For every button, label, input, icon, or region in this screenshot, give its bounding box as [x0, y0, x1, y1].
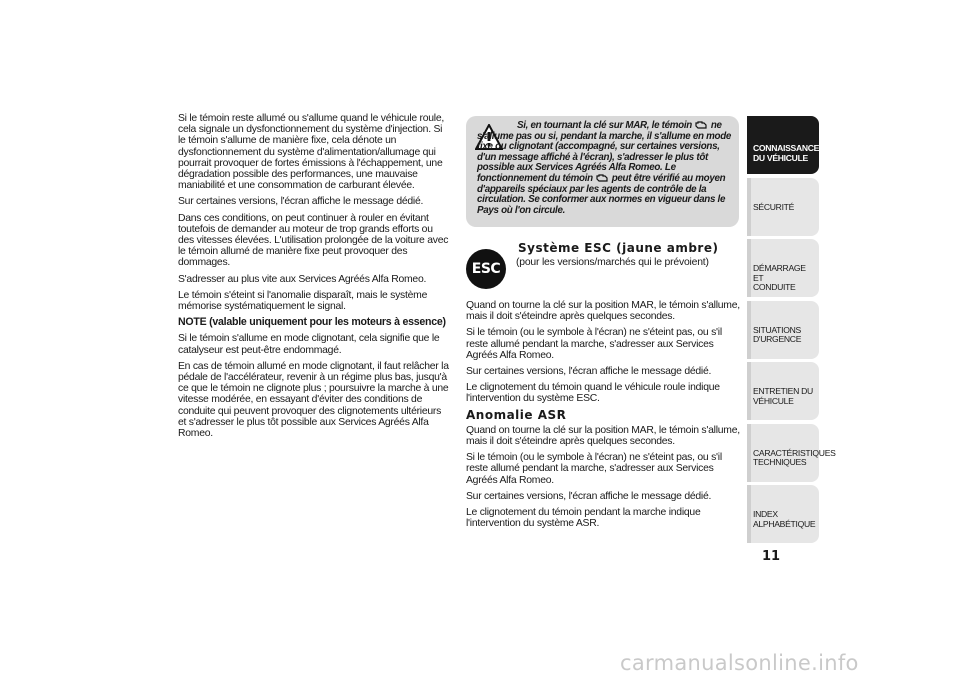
tab-label: ALPHABÉTIQUE [753, 518, 816, 529]
asr-section-title: Anomalie ASR [466, 407, 567, 422]
tab-label: CARACTÉRISTIQUES [753, 447, 836, 458]
paragraph: Sur certaines versions, l'écran affiche le message dédié. [466, 366, 712, 378]
tab-label: DÉMARRAGE ET [753, 263, 806, 283]
chapter-tabs [747, 116, 836, 547]
paragraph: Le clignotement du témoin quand le véhicule roule indique l'intervention du système ESC. [466, 382, 720, 405]
tab-caracteristiques-techniques[interactable] [747, 424, 836, 482]
paragraph: Le clignotement du témoin pendant la marche indique l'intervention du système ASR. [466, 507, 701, 530]
paragraph: Quand on tourne la clé sur la position MAR, le témoin s'allume, mais il doit s'éteindre après quelques secondes. [466, 424, 740, 448]
watermark: carmanualsonline.info [620, 651, 859, 675]
tab-entretien-du-vehicule[interactable] [747, 362, 819, 420]
tab-label: ENTRETIEN DU [753, 386, 813, 396]
tab-index-alphabetique[interactable] [747, 485, 819, 543]
tab-demarrage-et-conduite[interactable] [747, 239, 819, 297]
paragraph: Quand on tourne la clé sur la position MAR, le témoin s'allume, mais il doit s'éteindre après quelques secondes. [466, 300, 740, 323]
tab-securite[interactable] [747, 178, 819, 236]
paragraph: Le témoin s'éteint si l'anomalie disparaît, mais le système mémorise systématiquement le signal. [178, 289, 428, 313]
tab-situations-d-urgence[interactable] [747, 301, 819, 359]
warning-text [477, 121, 733, 216]
paragraph: Dans ces conditions, on peut continuer à rouler en évitant toutefois de demander au moteur de trop grands efforts ou des vitesses élevées. L'utilisation prolongée de la voiture avec le témoin allumé de manière fixe peut provoquer des dommages. [178, 212, 449, 269]
tab-label: DU VÉHICULE [753, 152, 808, 163]
warning-text-part: peut être vérifié au moyen d'appareils spéciaux par les agents de contrôle de la circulation. Se conformer aux normes en vigueur dans le Pays où l'on circule. [477, 172, 726, 216]
tab-connaissance-du-vehicule[interactable] [747, 116, 819, 174]
right-column [466, 300, 740, 534]
tab-label: VÉHICULE [753, 395, 794, 406]
tab-label: INDEX [753, 509, 778, 519]
paragraph: Si le témoin (ou le symbole à l'écran) ne s'éteint pas, ou s'il reste allumé pendant la marche, s'adresser aux Services Agréés Alfa Romeo. [466, 327, 722, 361]
paragraph: En cas de témoin allumé en mode clignotant, il faut relâcher la pédale de l'accélérateur, revenir à un régime plus bas, jusqu'à ce que le témoin ne clignote plus ; poursuivre la marche à une vitesse modérée, en essayant d'éviter des conditions de conduite qui peuvent provoquer des clignotements ultérieurs et s'adresser le plus tôt possible aux Services Agréés Alfa Romeo. [178, 360, 449, 440]
tab-label: D'URGENCE [753, 334, 802, 345]
paragraph: Si le témoin s'allume en mode clignotant, cela signifie que le catalyseur est peut-être endommagé. [178, 333, 440, 356]
warning-box [466, 116, 739, 227]
warning-text-part: ne s'allume pas ou si, pendant la marche, il s'allume en mode fixe ou clignotant (accompagné, sur certaines versions, d'un message affiché à l'écran), s'adresser le plus tôt possible aux Services Agréés Alfa Romeo. Le fonctionnement du témoin [477, 120, 732, 184]
note-heading: NOTE (valable uniquement pour les moteurs à essence) [178, 316, 446, 329]
tab-label: SÉCURITÉ [753, 201, 795, 212]
left-column [178, 113, 450, 444]
paragraph: Si le témoin reste allumé ou s'allume quand le véhicule roule, cela signale un dysfonctionnement du système d'injection. Si le témoin s'allume de manière fixe, cela dénote un dysfonctionnement du système d'alimentation/allumage qui pourrait provoquer de fortes émissions à l'échappement, une dégradation possible des performances, une mauvaise maniabilité et une consommation de carburant élevée. [178, 113, 445, 192]
tab-label: CONDUITE [753, 282, 796, 293]
tab-label: SITUATIONS [753, 324, 801, 335]
engine-check-icon [695, 121, 707, 129]
esc-section-title: Système ESC (jaune ambre) [518, 241, 719, 255]
tab-label: TECHNIQUES [753, 457, 807, 468]
warning-text-part: Si, en tournant la clé sur MAR, le témoin [517, 120, 692, 131]
esc-icon: ESC [466, 249, 506, 289]
page-number: 11 [762, 549, 781, 564]
engine-check-icon [596, 174, 608, 182]
paragraph: Sur certaines versions, l'écran affiche le message dédié. [466, 490, 712, 502]
paragraph: Sur certaines versions, l'écran affiche le message dédié. [178, 196, 424, 208]
tab-label: CONNAISSANCE [753, 143, 820, 153]
esc-section-subtitle: (pour les versions/marchés qui le prévoient) [516, 257, 709, 268]
paragraph: S'adresser au plus vite aux Services Agréés Alfa Romeo. [178, 273, 427, 285]
paragraph: Si le témoin (ou le symbole à l'écran) ne s'éteint pas, ou s'il reste allumé pendant la marche, s'adresser aux Services Agréés Alfa Romeo. [466, 452, 722, 486]
